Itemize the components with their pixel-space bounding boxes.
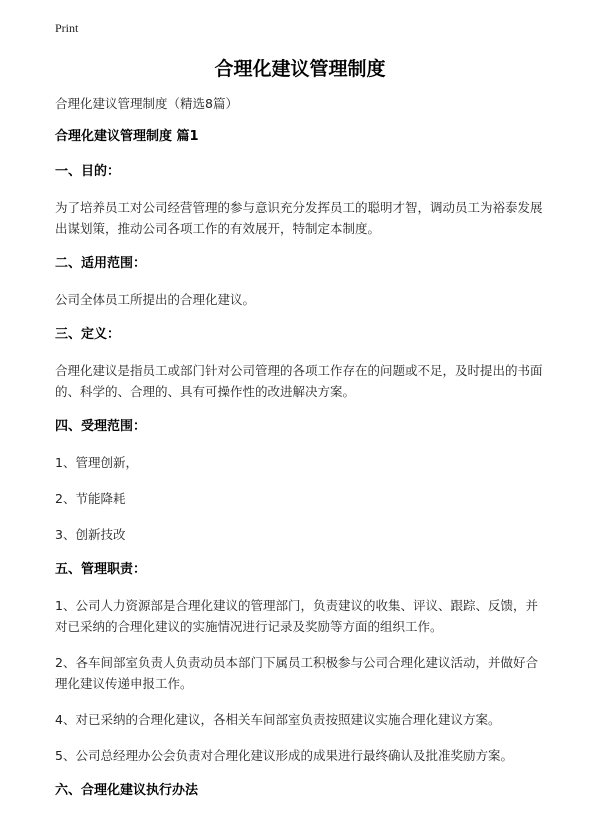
document-body (55, 93, 550, 816)
section-text-purpose: 为了培养员工对公司经营管理的参与意识充分发挥员工的聪明才智，调动员工为裕泰发展出谋划策，推动公司各项工作的有效展开，特制定本制度。 (55, 200, 543, 236)
list-item: 4、对已采纳的合理化建议，各相关车间部室负责按照建议实施合理化建议方案。 (55, 712, 501, 727)
section-text-scope: 公司全体员工所提出的合理化建议。 (55, 292, 256, 307)
section-text-definition: 合理化建议是指员工或部门针对公司管理的各项工作存在的问题或不足，及时提出的书面的、科学的、合理的、具有可操作性的改进解决方案。 (55, 363, 543, 399)
list-item: 1、管理创新， (55, 455, 138, 470)
section-heading-acceptance: 四、受理范围： (55, 419, 147, 434)
section-heading-definition: 三、定义： (55, 327, 121, 342)
page-title: 合理化建议管理制度 (214, 58, 386, 80)
list-item: 2、各车间部室负责人负责动员本部门下属员工积极参与公司合理化建议活动，并做好合理化建议传递申报工作。 (55, 655, 538, 691)
list-item: 1、公司人力资源部是合理化建议的管理部门，负责建议的收集、评议、跟踪、反馈，并对已采纳的合理化建议的实施情况进行记录及奖励等方面的组织工作。 (55, 598, 538, 634)
section-heading-scope: 二、适用范围： (55, 256, 147, 271)
list-item: 3、创新技改 (55, 527, 126, 542)
section-heading-duties: 五、管理职责： (55, 562, 147, 577)
section-heading-purpose: 一、目的： (55, 164, 121, 179)
article-heading: 合理化建议管理制度 篇1 (55, 129, 199, 144)
document-subtitle: 合理化建议管理制度（精选8篇） (55, 96, 238, 111)
list-item: 2、节能降耗 (55, 491, 126, 506)
list-item: 5、公司总经理办公会负责对合理化建议形成的成果进行最终确认及批准奖励方案。 (55, 748, 513, 763)
print-link[interactable]: Print (55, 21, 79, 35)
section-heading-execution: 六、合理化建议执行办法 (55, 783, 199, 798)
